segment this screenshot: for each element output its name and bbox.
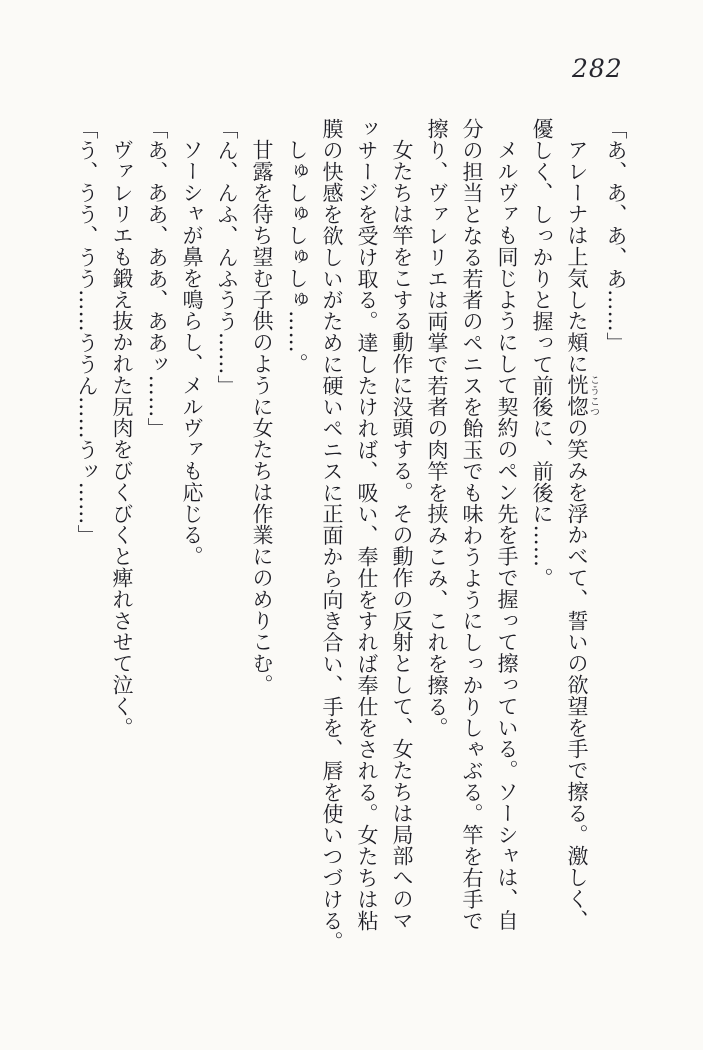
dialogue-line: 「う、うう、うう……ううん……うッ……」 (75, 118, 99, 546)
ruby-text: こうこつ (587, 374, 599, 418)
line-text-pre: アレーナは上気した頰に (565, 139, 589, 375)
narrative-line: ソーシャが鼻を鳴らし、メルヴァも応じる。 (180, 139, 204, 567)
dialogue-line: 「あ、あ、あ、あ……」 (604, 118, 628, 354)
narrative-line (559, 118, 598, 1003)
furigana-ruby (565, 374, 599, 418)
onomatopoeia-line: しゅしゅしゅしゅ……。 (285, 139, 309, 375)
narrative-line: 甘露を待ち望む子供のように女たちは作業にのめりこむ。 (250, 139, 274, 696)
narrative-line: 擦り、ヴァレリエは両掌で若者の肉竿を挟みこみ、これを擦る。 (425, 118, 449, 739)
text-block (71, 118, 633, 1003)
narrative-line: ヴァレリエも鍛え抜かれた尻肉をびくびくと痺れさせて泣く。 (110, 139, 134, 739)
line-text-post: の笑みを浮かべて、誓いの欲望を手で擦る。激しく、 (565, 417, 589, 931)
narrative-line: 女たちは竿をこする動作に没頭する。その動作の反射として、女たちは局部へのマ (390, 139, 414, 931)
narrative-line: 分の担当となる若者のペニスを飴玉でも味わうようにしっかりしゃぶる。竿を右手で (460, 118, 484, 932)
dialogue-line: 「ん、んふ、んふうう……」 (215, 118, 239, 397)
narrative-line: ッサージを受け取る。達したければ、吸い、奉仕をすれば奉仕をされる。女たちは粘 (355, 118, 379, 932)
ruby-base: 恍惚 (565, 374, 589, 418)
dialogue-line: 「あ、ああ、ああ、ああッ……」 (145, 118, 169, 439)
narrative-line: メルヴァも同じようにして契約のペン先を手で握って擦っている。ソーシャは、自 (495, 139, 519, 931)
narrative-line: 優しく、しっかりと握って前後に、前後に……。 (530, 118, 554, 589)
narrative-line: 膜の快感を欲しいがために硬いペニスに正面から向き合い、手を、唇を使いつづける。 (320, 118, 344, 953)
page-number: 282 (572, 54, 623, 83)
